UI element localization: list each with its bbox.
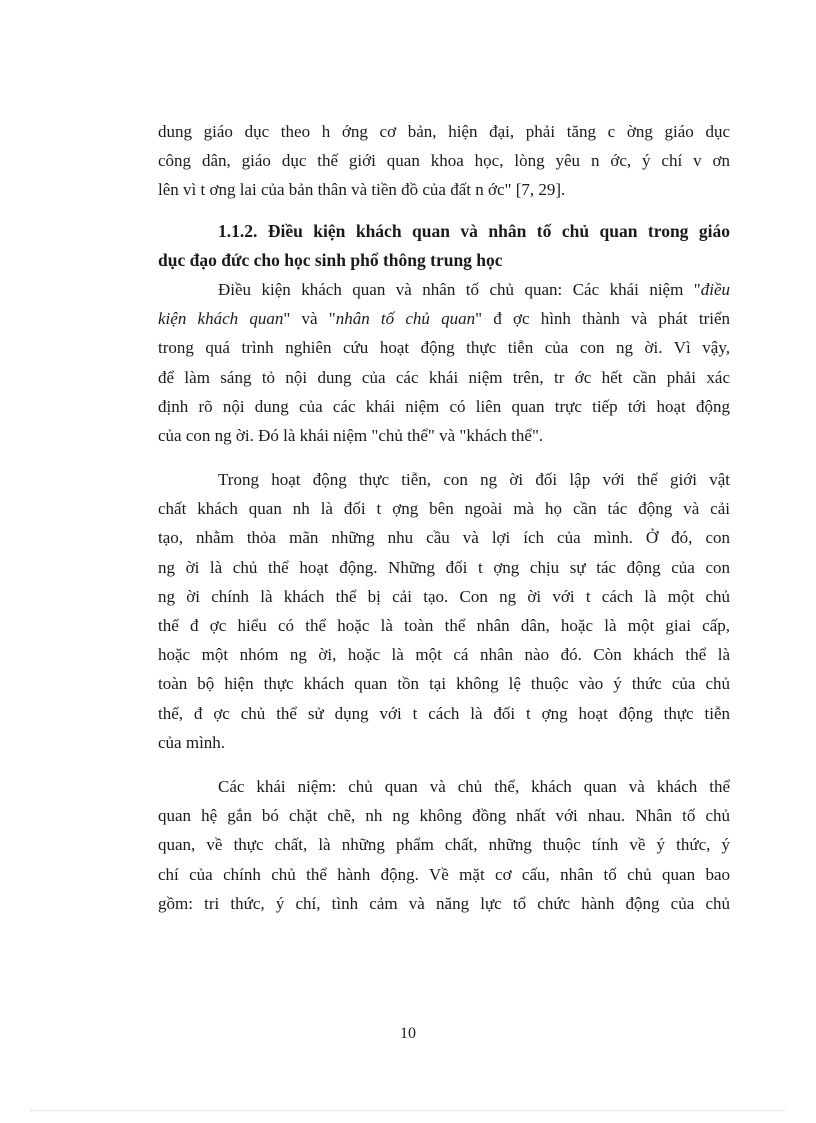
italic-term: điều [700,279,730,299]
italic-term: nhân tố chủ quan [335,309,476,329]
text-segment: " và " [283,309,336,329]
text-line: gồm: tri thức, ý chí, tình cảm và năng lực tổ chức hành động của chủ [158,893,730,913]
heading-line: 1.1.2. Điều kiện khách quan và nhân tố chủ quan trong giáo [218,220,730,241]
text-line: của con ng ời. Đó là khái niệm "chủ thể" và "khách thể". [158,425,544,445]
text-segment: " đ ợc hình thành và phát triển [475,309,730,329]
text-line: toàn bộ hiện thực khách quan tồn tại không lệ thuộc vào ý thức của chủ [158,674,730,694]
text-line: thể đ ợc hiểu có thể hoặc là toàn thể nhân dân, hoặc là một giai cấp, [158,616,730,635]
text-line: ng ời là chủ thể hoạt động. Những đối t ợng chịu sự tác động của con [158,557,730,577]
text-line: quan, về thực chất, là những phẩm chất, những thuộc tính về ý thức, ý [158,835,730,855]
text-line [158,304,730,333]
paragraph-continuation [158,117,730,205]
text-line: chí của chính chủ thể hành động. Về mặt cơ cấu, nhân tố chủ quan bao [158,864,730,884]
text-line: Các khái niệm: chủ quan và chủ thể, khách quan và khách thể [218,776,730,796]
text-line: lên vì t ơng lai của bản thân và tiền đồ của đất n ớc" [7, 29]. [158,180,566,200]
text-line: để làm sáng tỏ nội dung của các khái niệm trên, tr ớc hết cần phải xác [158,367,730,387]
heading-line: dục đạo đức cho học sinh phổ thông trung học [158,249,503,270]
text-line: định rõ nội dung của các khái niệm có liên quan trực tiếp tới hoạt động [158,396,730,416]
paragraph-1 [158,275,730,450]
text-line: hoặc một nhóm ng ời, hoặc là một cá nhân nào đó. Còn khách thể là [158,645,730,665]
text-line: dung giáo dục theo h ớng cơ bản, hiện đại, phải tăng c ờng giáo dục [158,122,730,141]
text-line: tạo, nhằm thỏa mãn những nhu cầu và lợi ích của mình. Ở đó, con [158,528,730,548]
text-line [158,275,730,304]
text-line: chất khách quan nh là đối t ợng bên ngoài mà họ cần tác động và cải [158,499,730,519]
text-line: trong quá trình nghiên cứu hoạt động thực tiễn của con ng ời. Vì vậy, [158,338,730,358]
text-line: quan hệ gắn bó chặt chẽ, nh ng không đồng nhất với nhau. Nhân tố chủ [158,806,730,826]
text-line: ng ời chính là khách thể bị cải tạo. Con ng ời với t cách là một chủ [158,586,730,606]
text-segment: Điều kiện khách quan và nhân tố chủ quan: Các khái niệm " [218,279,701,299]
text-line: thể, đ ợc chủ thể sử dụng với t cách là đối t ợng hoạt động thực tiễn [158,703,730,723]
page-bottom-divider [30,1110,786,1111]
section-heading [158,217,730,275]
text-line: Trong hoạt động thực tiễn, con ng ời đối lập với thế giới vật [218,470,730,490]
text-line: công dân, giáo dục thế giới quan khoa học, lòng yêu n ớc, ý chí v ơn [158,151,730,171]
page-body [158,117,730,918]
paragraph-2 [158,465,730,757]
text-line: của mình. [158,732,226,752]
page-number: 10 [400,1025,416,1042]
italic-term: kiện khách quan [158,309,284,329]
paragraph-3 [158,772,730,918]
